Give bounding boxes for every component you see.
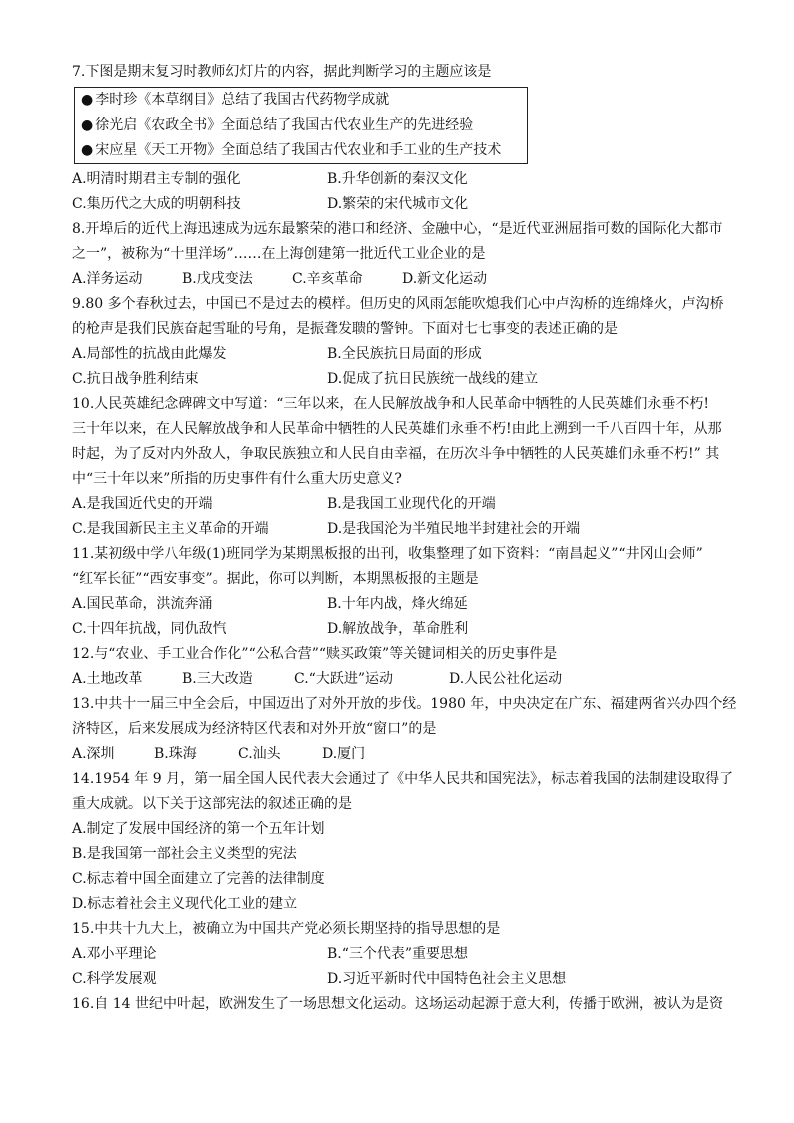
option-c: C.科学发展观 <box>72 971 157 987</box>
option-c: C.是我国新民主主义革命的开端 <box>72 521 269 537</box>
question-7 <box>72 60 732 217</box>
option-a: A.土地改革 <box>72 671 143 687</box>
question-text: 16.自 14 世纪中叶起，欧洲发生了一场思想文化运动。这场运动起源于意大利，传播于欧洲，被认为是资 <box>72 996 723 1012</box>
options-row <box>72 942 732 967</box>
options-row <box>72 517 732 542</box>
question-text: 12.与“农业、手工业合作化”“公私合营”“赎买政策”等关键词相关的历史事件是 <box>72 646 558 662</box>
question-text: 15.中共十九大上，被确立为中国共产党必须长期坚持的指导思想的是 <box>72 921 501 937</box>
options-row <box>72 192 732 217</box>
question-text: 10.人民英雄纪念碑碑文中写道：“三年以来，在人民解放战争和人民革命中牺牲的人民英雄们永垂不朽! <box>72 396 710 412</box>
question-text: 14.1954 年 9 月，第一届全国人民代表大会通过了《中华人民共和国宪法》，标志着我国的法制建设取得了 <box>72 771 734 787</box>
bullet-icon: ● <box>81 142 94 158</box>
options-row <box>72 267 732 292</box>
option-c: C.汕头 <box>238 746 281 762</box>
option-a: A.洋务运动 <box>72 271 143 287</box>
question-text: 重大成就。以下关于这部宪法的叙述正确的是 <box>72 796 352 812</box>
option-d: D.新文化运动 <box>402 271 488 287</box>
option-d: D.是我国沦为半殖民地半封建社会的开端 <box>327 521 581 537</box>
option-d: D.标志着社会主义现代化工业的建立 <box>72 896 298 912</box>
option-b: B.全民族抗日局面的形成 <box>327 346 482 362</box>
question-16 <box>72 992 732 1017</box>
option-b: B.是我国工业现代化的开端 <box>327 496 496 512</box>
question-text: 中“三十年以来”所指的历史事件有什么重大历史意义? <box>72 471 402 487</box>
option-a: A.国民革命，洪流奔涌 <box>72 596 213 612</box>
question-11 <box>72 542 732 642</box>
option-a: A.制定了发展中国经济的第一个五年计划 <box>72 821 325 837</box>
options-row <box>72 342 732 367</box>
option-b: B.“三个代表”重要思想 <box>327 946 469 962</box>
question-text: 济特区，后来发展成为经济特区代表和对外开放“窗口”的是 <box>72 721 437 737</box>
option-c: C.标志着中国全面建立了完善的法律制度 <box>72 871 325 887</box>
question-text: 9.80 多个春秋过去，中国已不是过去的模样。但历史的风雨怎能吹熄我们心中卢沟桥的连绵烽火，卢沟桥 <box>72 296 724 312</box>
option-d: D.解放战争，革命胜利 <box>327 621 469 637</box>
question-text: 13.中共十一届三中全会后，中国迈出了对外开放的步伐。1980 年，中央决定在广东、福建两省兴办四个经 <box>72 696 737 712</box>
option-b: B.戊戌变法 <box>182 271 253 287</box>
question-text: 时起，为了反对内外敌人，争取民族独立和人民自由幸福，在历次斗争中牺牲的人民英雄们永垂不朽!” 其 <box>72 446 720 462</box>
option-a: A.明清时期君主专制的强化 <box>72 171 241 187</box>
question-9 <box>72 292 732 392</box>
option-a: A.局部性的抗战由此爆发 <box>72 346 227 362</box>
option-b: B.是我国第一部社会主义类型的宪法 <box>72 846 297 862</box>
options-row <box>72 967 732 992</box>
options-row <box>72 667 732 692</box>
bullet-icon: ● <box>81 117 94 133</box>
option-c: C.集历代之大成的明朝科技 <box>72 196 241 212</box>
option-d: D.促成了抗日民族统一战线的建立 <box>327 371 539 387</box>
option-a: A.深圳 <box>72 746 115 762</box>
question-10 <box>72 392 732 542</box>
option-a: A.是我国近代史的开端 <box>72 496 213 512</box>
question-8 <box>72 217 732 292</box>
question-text: 的枪声是我们民族奋起雪耻的号角，是振聋发聩的警钟。下面对七七事变的表述正确的是 <box>72 321 618 337</box>
exam-page <box>72 60 737 1017</box>
slide-item: ● 李时珍《本草纲目》总结了我国古代药物学成就 <box>81 92 390 108</box>
option-c: C.抗日战争胜利结束 <box>72 371 199 387</box>
question-15 <box>72 917 732 992</box>
question-13 <box>72 692 737 767</box>
option-b: B.升华创新的秦汉文化 <box>327 171 468 187</box>
question-14 <box>72 767 732 917</box>
slide-item: ● 宋应星《天工开物》全面总结了我国古代农业和手工业的生产技术 <box>81 142 502 158</box>
question-text: 之一”，被称为“十里洋场”……在上海创建第一批近代工业企业的是 <box>72 246 486 262</box>
option-d: D.习近平新时代中国特色社会主义思想 <box>327 971 567 987</box>
question-text: 11.某初级中学八年级(1)班同学为某期黑板报的出刊，收集整理了如下资料：“南昌起义”“井冈山会师” <box>72 546 703 562</box>
options-row <box>72 492 732 517</box>
option-d: D.厦门 <box>322 746 366 762</box>
question-text: 三十年以来，在人民解放战争和人民革命中牺牲的人民英雄们永垂不朽!由此上溯到一千八百四十年，从那 <box>72 421 722 437</box>
options-row <box>72 742 732 767</box>
options-row <box>72 167 732 192</box>
option-c: C.十四年抗战，同仇敌忾 <box>72 621 227 637</box>
bullet-icon: ● <box>81 92 94 108</box>
option-c: C.辛亥革命 <box>292 271 363 287</box>
slide-content-box <box>74 87 528 164</box>
slide-item: ● 徐光启《农政全书》全面总结了我国古代农业生产的先进经验 <box>81 117 474 133</box>
options-row <box>72 592 732 617</box>
question-12 <box>72 642 732 692</box>
options-row <box>72 617 732 642</box>
option-d: D.人民公社化运动 <box>449 671 563 687</box>
option-d: D.繁荣的宋代城市文化 <box>327 196 469 212</box>
question-text: 8.开埠后的近代上海迅速成为远东最繁荣的港口和经济、金融中心，“是近代亚洲屈指可数的国际化大都市 <box>72 221 723 237</box>
question-text: 7.下图是期末复习时教师幻灯片的内容，据此判断学习的主题应该是 <box>72 64 492 80</box>
options-row <box>72 367 732 392</box>
option-a: A.邓小平理论 <box>72 946 157 962</box>
option-c: C.“大跃进”运动 <box>294 671 393 687</box>
option-b: B.珠海 <box>154 746 197 762</box>
option-b: B.十年内战，烽火绵延 <box>327 596 468 612</box>
option-b: B.三大改造 <box>182 671 253 687</box>
question-text: “红军长征”“西安事变”。据此，你可以判断，本期黑板报的主题是 <box>72 571 479 587</box>
